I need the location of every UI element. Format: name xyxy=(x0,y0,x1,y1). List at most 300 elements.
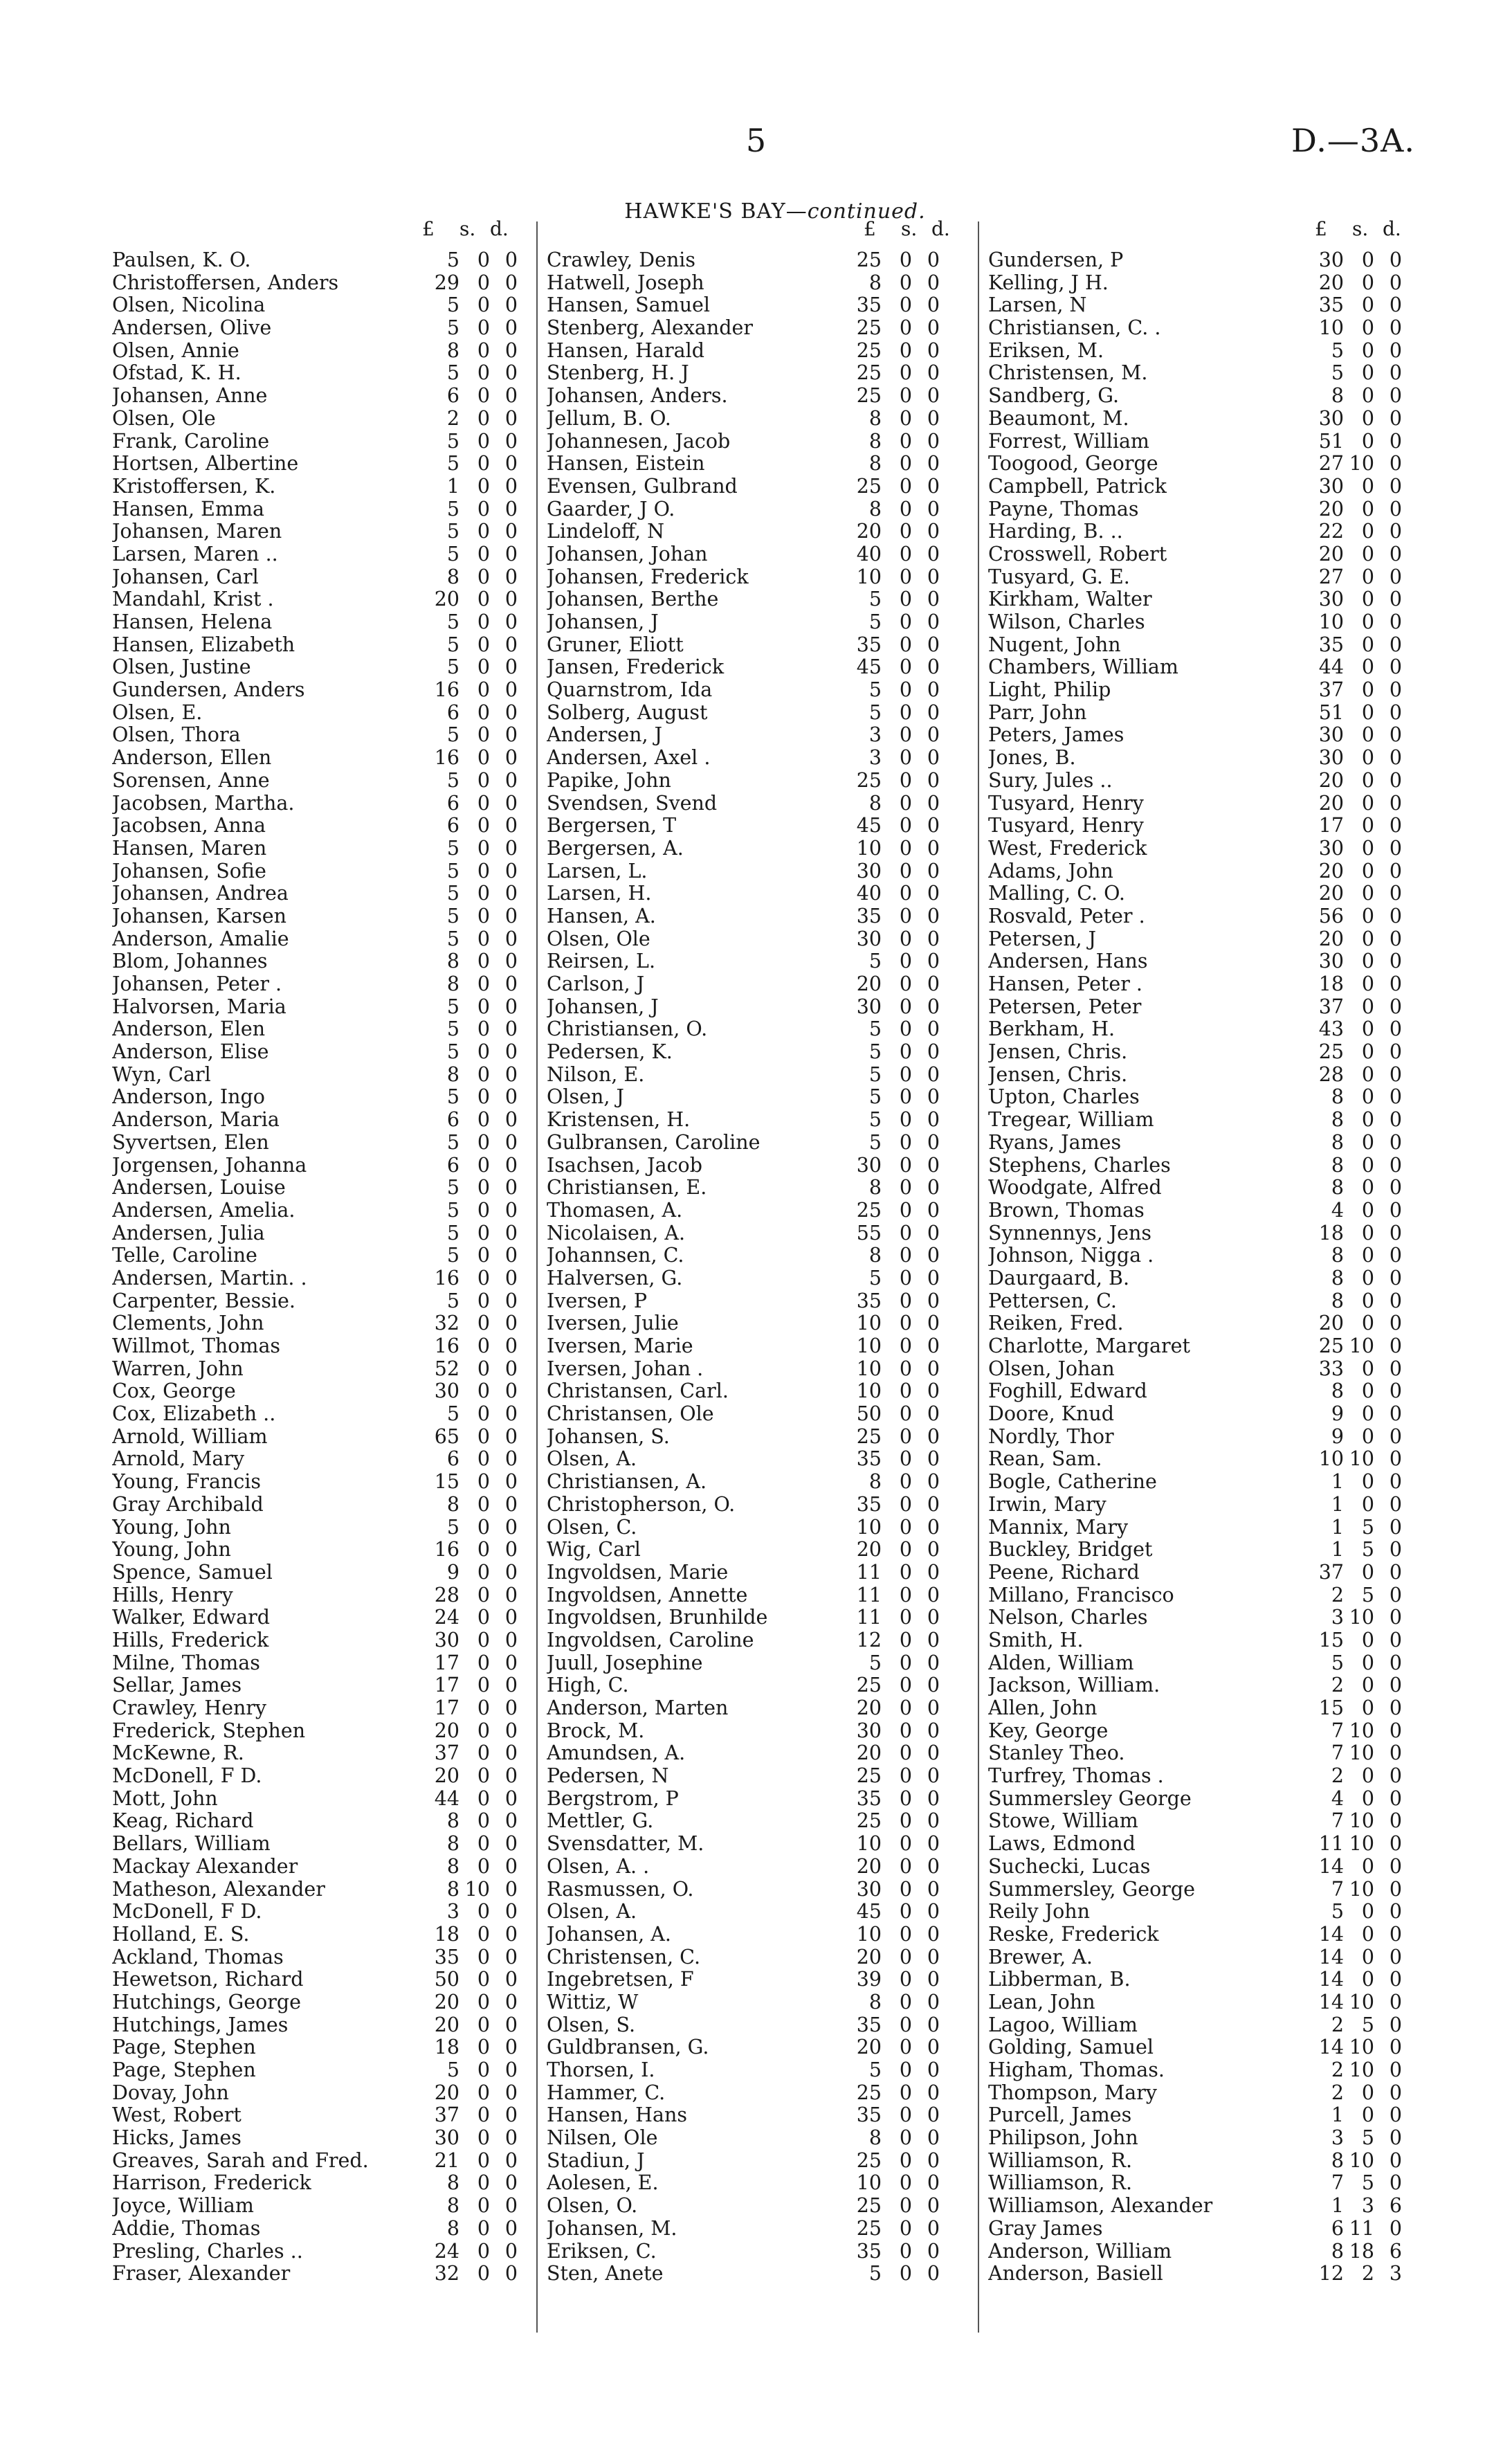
pounds-value: 35 xyxy=(856,1786,882,1810)
entry-amount xyxy=(844,815,940,838)
pounds-value: 16 xyxy=(434,746,459,770)
pounds-value: 45 xyxy=(856,655,882,679)
entry-name: Crawley, Henry xyxy=(112,1697,267,1719)
list-item xyxy=(547,521,959,543)
entry-amount xyxy=(422,1426,518,1449)
entry-name: Quarnstrom, Ida xyxy=(547,679,713,702)
list-item xyxy=(547,588,959,611)
list-item xyxy=(988,476,1410,498)
entry-amount xyxy=(1306,249,1402,272)
shillings-value: 0 xyxy=(899,1244,912,1267)
pounds-value: 20 xyxy=(1318,927,1344,950)
shillings-value: 0 xyxy=(1361,1312,1374,1335)
list-item xyxy=(988,702,1410,725)
entry-amount xyxy=(1306,838,1402,860)
pence-value: 0 xyxy=(927,1968,940,1991)
list-item xyxy=(988,2014,1410,2037)
list-item xyxy=(988,1380,1410,1403)
list-item xyxy=(112,1562,518,1584)
shillings-value: 0 xyxy=(899,565,912,588)
shillings-value: 0 xyxy=(1361,1945,1374,1968)
entry-name: Bellars, William xyxy=(112,1833,271,1856)
entry-name: High, C. xyxy=(547,1674,629,1697)
entry-amount xyxy=(844,996,940,1019)
shillings-value: 0 xyxy=(1361,1900,1374,1923)
shillings-value: 0 xyxy=(899,588,912,611)
entry-amount xyxy=(1306,1335,1402,1358)
pounds-value: 17 xyxy=(434,1696,459,1719)
pounds-value: 5 xyxy=(446,723,459,747)
entry-name: Reiken, Fred. xyxy=(988,1312,1124,1335)
entry-amount xyxy=(844,1991,940,2014)
entry-name: Olsen, A. . xyxy=(547,1855,650,1878)
shillings-value: 0 xyxy=(899,1628,912,1651)
entry-amount xyxy=(1306,566,1402,589)
shillings-value: 0 xyxy=(1361,700,1374,724)
pounds-value: 33 xyxy=(1318,1357,1344,1380)
pounds-value: 5 xyxy=(868,2058,882,2081)
pence-value: 0 xyxy=(1389,1651,1402,1674)
pence-value: 0 xyxy=(504,2103,518,2127)
shillings-value: 0 xyxy=(477,1244,490,1267)
pounds-value: 30 xyxy=(1318,723,1344,747)
entry-amount xyxy=(1306,1064,1402,1087)
pence-value: 0 xyxy=(1389,1606,1402,1629)
shillings-value: 0 xyxy=(899,1877,912,1901)
shillings-value: 0 xyxy=(477,2216,490,2240)
entry-amount xyxy=(844,860,940,883)
pence-value: 0 xyxy=(927,1221,940,1244)
list-item xyxy=(547,815,959,838)
pounds-value: 17 xyxy=(434,1651,459,1674)
pounds-value: 25 xyxy=(856,1424,882,1448)
pounds-value: 5 xyxy=(868,1085,882,1109)
pounds-value: 16 xyxy=(434,1266,459,1289)
list-item xyxy=(112,588,518,611)
shillings-value: 0 xyxy=(1361,904,1374,927)
entry-name: Milne, Thomas xyxy=(112,1651,260,1674)
entry-name: Hicks, James xyxy=(112,2127,242,2150)
shillings-value: 0 xyxy=(477,1719,490,1742)
entry-name: Anderson, Ingo xyxy=(112,1086,265,1109)
shillings-value: 0 xyxy=(1361,723,1374,747)
shillings-value: 0 xyxy=(899,1266,912,1289)
shillings-value: 2 xyxy=(1361,2262,1374,2285)
entries-column-2 xyxy=(547,249,959,2285)
pounds-value: 15 xyxy=(1318,1628,1344,1651)
entry-amount xyxy=(844,1968,940,1991)
shillings-value: 0 xyxy=(477,859,490,882)
shillings-value: 0 xyxy=(1361,1176,1374,1200)
pounds-value: 20 xyxy=(856,1741,882,1765)
list-item xyxy=(547,656,959,679)
list-item xyxy=(547,2218,959,2241)
shillings-value: 0 xyxy=(477,1538,490,1562)
column-divider xyxy=(978,221,979,2333)
list-item xyxy=(547,1968,959,1991)
entry-amount xyxy=(844,656,940,679)
pounds-value: 20 xyxy=(1318,497,1344,521)
shillings-value: 0 xyxy=(899,2081,912,2104)
entry-name: Olsen, S. xyxy=(547,2013,636,2036)
pence-value: 0 xyxy=(1389,248,1402,271)
entry-amount xyxy=(1306,1856,1402,1879)
shillings-value: 0 xyxy=(899,474,912,498)
list-item xyxy=(112,1494,518,1517)
entry-name: Johansen, Berthe xyxy=(547,588,719,611)
entry-name: Larsen, N xyxy=(988,294,1087,317)
pounds-value: 30 xyxy=(1318,406,1344,430)
pence-value: 0 xyxy=(504,248,518,271)
entry-name: Aolesen, E. xyxy=(547,2172,659,2195)
pounds-value: 30 xyxy=(1318,474,1344,498)
pounds-value: 37 xyxy=(1318,995,1344,1018)
entry-name: Nelson, Charles xyxy=(988,1606,1148,1629)
entry-amount xyxy=(844,249,940,272)
pence-value: 0 xyxy=(927,1809,940,1833)
shillings-value: 0 xyxy=(477,1379,490,1403)
pence-value: 0 xyxy=(504,814,518,838)
entry-amount xyxy=(844,272,940,295)
pence-value: 0 xyxy=(927,1447,940,1471)
list-item xyxy=(547,1267,959,1290)
list-item xyxy=(112,2195,518,2218)
pence-value: 0 xyxy=(927,1583,940,1606)
pounds-value: 25 xyxy=(856,2148,882,2172)
list-item xyxy=(547,1652,959,1675)
entry-amount xyxy=(422,2104,518,2127)
shillings-value: 0 xyxy=(899,1085,912,1109)
pence-value: 0 xyxy=(927,1877,940,1901)
pence-value: 0 xyxy=(1389,497,1402,521)
pence-value: 0 xyxy=(927,1560,940,1584)
pounds-value: 8 xyxy=(1331,1108,1344,1132)
entry-amount xyxy=(422,1448,518,1471)
pounds-value: 5 xyxy=(446,497,459,521)
pence-value: 0 xyxy=(927,429,940,453)
entry-amount xyxy=(422,1833,518,1856)
list-item xyxy=(547,1539,959,1562)
pounds-value: 30 xyxy=(434,1379,459,1403)
entry-name: Summersley, George xyxy=(988,1878,1195,1901)
entry-name: Carlson, J xyxy=(547,973,645,995)
list-item xyxy=(988,928,1410,951)
list-item xyxy=(547,1517,959,1539)
list-item xyxy=(988,249,1410,272)
shillings-value: 0 xyxy=(899,2262,912,2285)
pounds-value: 8 xyxy=(868,1244,882,1267)
shillings-value: 0 xyxy=(1361,429,1374,453)
shillings-value: 0 xyxy=(477,1809,490,1833)
shillings-value: 0 xyxy=(1361,1922,1374,1946)
pounds-value: 2 xyxy=(1331,2058,1344,2081)
entry-name: Johansen, Frederick xyxy=(547,565,749,588)
list-item xyxy=(547,498,959,521)
pence-value: 0 xyxy=(927,927,940,950)
pence-value: 0 xyxy=(927,338,940,362)
entry-name: Christoffersen, Anders xyxy=(112,271,339,294)
entry-amount xyxy=(422,476,518,498)
shillings-value: 0 xyxy=(477,1221,490,1244)
list-item xyxy=(988,1244,1410,1267)
pounds-value: 35 xyxy=(434,1945,459,1968)
entry-name: Young, John xyxy=(112,1539,231,1562)
list-item xyxy=(988,385,1410,408)
list-item xyxy=(988,431,1410,453)
pence-value: 0 xyxy=(504,655,518,679)
pounds-value: 16 xyxy=(434,678,459,702)
entry-amount xyxy=(1306,1879,1402,1901)
pounds-value: 30 xyxy=(1318,248,1344,271)
pounds-value: 30 xyxy=(856,1153,882,1177)
list-item xyxy=(547,1901,959,1923)
entry-amount xyxy=(1306,1403,1402,1426)
pounds-value: 20 xyxy=(856,972,882,995)
list-item xyxy=(988,294,1410,317)
entry-amount xyxy=(844,793,940,815)
entry-name: Tusyard, Henry xyxy=(988,815,1144,838)
pounds-value: 3 xyxy=(1331,1606,1344,1629)
shillings-value: 0 xyxy=(899,1402,912,1426)
pence-value: 0 xyxy=(1389,474,1402,498)
entry-name: Mandahl, Krist . xyxy=(112,588,274,611)
entry-name: Golding, Samuel xyxy=(988,2036,1154,2059)
pence-value: 0 xyxy=(1389,2126,1402,2150)
shillings-value: 0 xyxy=(899,1900,912,1923)
pounds-value: 8 xyxy=(1331,1244,1344,1267)
entry-name: Mannix, Mary xyxy=(988,1516,1129,1539)
pounds-value: 1 xyxy=(1331,2103,1344,2127)
pence-value: 0 xyxy=(1389,1176,1402,1200)
pounds-value: 25 xyxy=(856,474,882,498)
entry-amount xyxy=(422,1652,518,1675)
entry-name: Jackson, William. xyxy=(988,1674,1160,1697)
entry-name: Johansen, S. xyxy=(547,1425,670,1448)
entry-amount xyxy=(844,1562,940,1584)
entry-name: Johnson, Nigga . xyxy=(988,1244,1154,1267)
entry-amount xyxy=(1306,340,1402,363)
pounds-value: 25 xyxy=(856,361,882,385)
entry-amount xyxy=(1306,1426,1402,1449)
entry-name: Williamson, R. xyxy=(988,2172,1133,2195)
shillings-value: 0 xyxy=(477,1085,490,1109)
pounds-value: 5 xyxy=(1331,1651,1344,1674)
pence-value: 0 xyxy=(504,1538,518,1562)
shillings-value: 0 xyxy=(477,474,490,498)
entry-amount xyxy=(422,1018,518,1041)
pounds-value: 5 xyxy=(446,995,459,1018)
shillings-value: 0 xyxy=(899,1809,912,1833)
pounds-value: 25 xyxy=(856,1198,882,1222)
pence-value: 0 xyxy=(1389,1221,1402,1244)
entry-amount xyxy=(422,2172,518,2195)
list-item xyxy=(112,1471,518,1494)
entry-name: Hansen, Eistein xyxy=(547,453,705,476)
pounds-value: 20 xyxy=(434,2013,459,2036)
shillings-value: 0 xyxy=(477,1198,490,1222)
entry-name: McDonell, F D. xyxy=(112,1765,262,1788)
entry-amount xyxy=(422,2127,518,2150)
pounds-value: 1 xyxy=(1331,2194,1344,2218)
pence-value: 0 xyxy=(504,1244,518,1267)
entry-amount xyxy=(1306,453,1402,476)
entry-name: Jellum, B. O. xyxy=(547,407,671,430)
entry-name: Matheson, Alexander xyxy=(112,1878,325,1901)
entry-amount xyxy=(1306,1132,1402,1155)
entry-name: Kirkham, Walter xyxy=(988,588,1152,611)
shillings-value: 0 xyxy=(899,972,912,995)
shillings-value: 0 xyxy=(477,1176,490,1200)
entry-amount xyxy=(422,1584,518,1607)
entry-name: Alden, William xyxy=(988,1651,1134,1674)
entry-name: Johansen, Johan xyxy=(547,543,708,565)
entry-amount xyxy=(422,2150,518,2173)
entry-name: Turfrey, Thomas . xyxy=(988,1765,1164,1788)
list-item xyxy=(547,2127,959,2150)
entry-name: Christiansen, A. xyxy=(547,1471,707,1494)
entry-amount xyxy=(1306,498,1402,521)
pounds-value: 9 xyxy=(1331,1424,1344,1448)
entry-amount xyxy=(422,1064,518,1087)
shillings-value: 0 xyxy=(477,1266,490,1289)
shillings-value: 0 xyxy=(477,1492,490,1516)
shillings-value: 0 xyxy=(477,1651,490,1674)
list-item xyxy=(988,1200,1410,1222)
shillings-value: 0 xyxy=(1361,1244,1374,1267)
pounds-value: 52 xyxy=(434,1357,459,1380)
pounds-value: 16 xyxy=(434,1334,459,1357)
list-item xyxy=(112,1539,518,1562)
entry-amount xyxy=(844,476,940,498)
pence-value: 0 xyxy=(504,1560,518,1584)
pounds-value: 44 xyxy=(434,1786,459,1810)
entry-name: Light, Philip xyxy=(988,679,1111,702)
pounds-value: 30 xyxy=(1318,746,1344,770)
entry-name: Synnennys, Jens xyxy=(988,1222,1152,1244)
entry-amount xyxy=(1306,362,1402,385)
list-item xyxy=(988,1132,1410,1155)
pence-value: 0 xyxy=(504,1447,518,1471)
entry-name: Bergersen, A. xyxy=(547,837,684,860)
pence-value: 0 xyxy=(1389,655,1402,679)
pence-value: 0 xyxy=(927,972,940,995)
pounds-value: 25 xyxy=(856,768,882,792)
pounds-value: 35 xyxy=(856,1447,882,1471)
pounds-value: 8 xyxy=(446,972,459,995)
list-item xyxy=(547,1720,959,1743)
entry-name: Iversen, P xyxy=(547,1289,647,1312)
pence-value: 0 xyxy=(927,2216,940,2240)
pounds-value: 8 xyxy=(868,791,882,815)
list-item xyxy=(112,1879,518,1901)
shillings-value: 0 xyxy=(477,338,490,362)
shillings-value: 0 xyxy=(477,1945,490,1968)
list-item xyxy=(112,294,518,317)
list-item xyxy=(547,1946,959,1969)
pence-value: 0 xyxy=(1389,338,1402,362)
entry-name: Anderson, Maria xyxy=(112,1109,280,1132)
pounds-value: 28 xyxy=(1318,1062,1344,1086)
list-item xyxy=(112,950,518,973)
entry-name: West, Frederick xyxy=(988,837,1147,860)
entry-amount xyxy=(1306,272,1402,295)
entry-name: Olsen, Nicolina xyxy=(112,294,266,317)
pounds-value: 5 xyxy=(446,248,459,271)
shillings-value: 0 xyxy=(1361,882,1374,905)
pounds-value: 10 xyxy=(856,1312,882,1335)
list-item xyxy=(547,724,959,747)
list-item xyxy=(988,905,1410,928)
shillings-value: 18 xyxy=(1349,2239,1374,2263)
shillings-value: 0 xyxy=(477,406,490,430)
entry-name: Hansen, Emma xyxy=(112,498,265,521)
pence-value: 0 xyxy=(504,271,518,294)
entry-amount xyxy=(844,1765,940,1788)
pence-value: 0 xyxy=(1389,1198,1402,1222)
entry-name: Stanley Theo. xyxy=(988,1742,1125,1765)
entry-amount xyxy=(844,950,940,973)
pounds-value: 10 xyxy=(1318,316,1344,340)
shillings-value: 0 xyxy=(1361,1198,1374,1222)
entry-amount xyxy=(422,1765,518,1788)
entry-name: Berkham, H. xyxy=(988,1018,1115,1041)
list-item xyxy=(988,588,1410,611)
entry-name: Rosvald, Peter . xyxy=(988,905,1145,927)
list-item xyxy=(112,476,518,498)
list-item xyxy=(112,431,518,453)
shillings-value: 0 xyxy=(899,1289,912,1312)
entry-amount xyxy=(422,1494,518,1517)
shillings-value: 0 xyxy=(1361,1221,1374,1244)
entry-amount xyxy=(844,1358,940,1381)
pounds-value: 5 xyxy=(446,768,459,792)
pounds-header: £ xyxy=(864,217,876,240)
pounds-value: 30 xyxy=(856,927,882,950)
shillings-value: 0 xyxy=(477,2262,490,2285)
pence-value: 0 xyxy=(1389,520,1402,543)
entry-amount xyxy=(422,2195,518,2218)
list-item xyxy=(547,679,959,702)
list-item xyxy=(547,566,959,589)
shillings-value: 0 xyxy=(1361,248,1374,271)
pounds-value: 11 xyxy=(856,1583,882,1606)
pence-value: 0 xyxy=(504,361,518,385)
list-item xyxy=(547,1064,959,1087)
shillings-value: 0 xyxy=(899,1198,912,1222)
list-item xyxy=(112,272,518,295)
entry-name: Larsen, L. xyxy=(547,860,648,882)
pounds-value: 5 xyxy=(446,836,459,860)
pounds-value: 8 xyxy=(868,406,882,430)
entry-amount xyxy=(844,385,940,408)
pence-value: 0 xyxy=(504,950,518,973)
list-item xyxy=(547,747,959,770)
entry-amount xyxy=(1306,1720,1402,1743)
list-item xyxy=(547,385,959,408)
pounds-value: 5 xyxy=(1331,1900,1344,1923)
pounds-value: 10 xyxy=(1318,1447,1344,1471)
pounds-value: 5 xyxy=(446,927,459,950)
shillings-value: 0 xyxy=(899,678,912,702)
entry-name: Joyce, William xyxy=(112,2195,254,2218)
entry-amount xyxy=(1306,521,1402,543)
shillings-value: 0 xyxy=(899,542,912,565)
pounds-value: 1 xyxy=(1331,1538,1344,1562)
pence-value: 0 xyxy=(1389,1786,1402,1810)
shillings-value: 5 xyxy=(1361,2013,1374,2036)
pence-value: 0 xyxy=(1389,678,1402,702)
shillings-value: 0 xyxy=(477,1424,490,1448)
